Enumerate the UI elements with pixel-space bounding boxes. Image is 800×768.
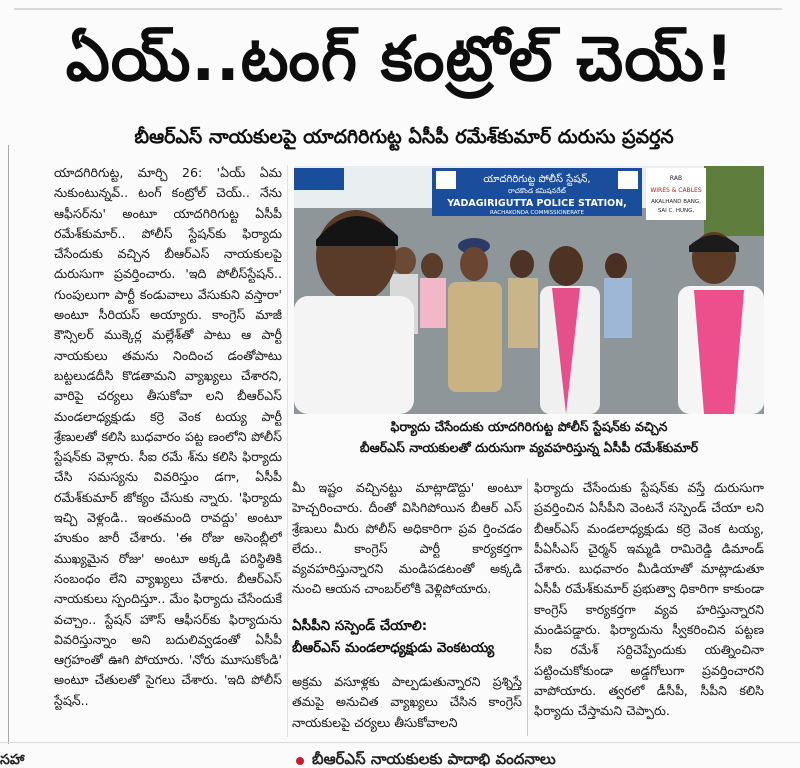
article-paragraph: అక్రమ వసూళ్లకు పాల్పడుతున్నారని ప్రశ్నిస్తే తమపై అనుచిత వ్యాఖ్యలు చేసిన కాంగ్రెస్ నాయకులపై చర్యలు తీసుకోవాలని <box>292 674 522 730</box>
foreground-person <box>294 296 414 414</box>
svg-text:RAB: RAB <box>669 175 683 182</box>
column-divider <box>527 478 528 736</box>
caption-line: ఫిర్యాదు చేసేందుకు యాదగిరిగుట్ట పోలీస్ స్టేషన్‌కు వచ్చిన <box>390 419 668 434</box>
subheadline: బీఆర్ఎస్ నాయకులపై యాదగిరిగుట్ట ఏసీపీ రమేశ్‌కుమార్ దురుసు ప్రవర్తన <box>134 125 674 148</box>
article-column-3 <box>534 478 764 736</box>
section-heading-line: బీఆర్ఎస్ మండలాధ్యక్షుడు వెంకటయ్య <box>292 640 495 656</box>
section-heading-line: ఏసీపీని సస్పెండ్ చేయాలి: <box>292 618 428 634</box>
column-divider <box>287 165 288 737</box>
photo-caption <box>294 416 764 466</box>
svg-text:SAI C. HUNG,: SAI C. HUNG, <box>657 208 695 214</box>
left-margin-rule <box>8 145 9 744</box>
sign-telugu-subtext: రాచకొండ కమిషనరేట్ <box>508 187 566 195</box>
article-paragraph: ఫిర్యాదు చేసేందుకు స్టేషన్‌కు వస్తే దురుసుగా ప్రవర్తించిన ఏసీపీని వెంటనే సస్పెండ్ చేయా లని బీఆర్ఎస్ మండలాధ్యక్షుడు కర్రె వెంక టయ్య, పీఏసీఎస్ చైర్మన్ ఇమ్మడి రామిరెడ్డి డిమాండ్ చేశారు. బుధవారం మీడియాతో మాట్లాడుతూ ఏసీపీ రమేశ్‌కుమార్ ప్రభుత్వా ధికారిగా కాకుండా కాంగ్రెస్ కార్యకర్తగా వ్యవ హరిస్తున్నారని మండిపడ్డారు. ఫిర్యాదును స్వీకరించిన పట్టణ సీఐ రమేశ్ సర్దిచెప్పేందుకు యత్నించినా పట్టించుకోకుండా అడ్డగోలుగా ప్రవర్తించారని వాపోయారు. త్వరలో డీసీపీ, సీపీని కలిసి ఫిర్యాదు చేస్తామని చెప్పారు. <box>534 480 764 719</box>
svg-text:WIRES & CABLES: WIRES & CABLES <box>650 187 702 194</box>
sign-telugu-text: యాదగిరిగుట్ట పోలీస్ స్టేషన్, <box>483 174 591 185</box>
section-heading <box>292 615 522 667</box>
photo-illustration <box>294 166 764 414</box>
article-column-2-continued <box>292 672 522 738</box>
caption-line: బీఆర్ఎస్ నాయకులతో దురుసుగా వ్యవహరిస్తున్న ఏసీపీ రమేశ్‌కుమార్ <box>359 440 699 455</box>
police-officer <box>448 282 502 392</box>
sign-english-text: YADAGIRIGUTTA POLICE STATION, <box>447 198 627 209</box>
article-paragraph: యాదగిరిగుట్ట, మార్చి 26: 'ఏయ్ ఏమ నుకుంటున్నవ్.. టంగ్ కంట్రోల్ చెయ్.. నేను ఆఫీసర్‌ను' అంటూ యాదగిరిగుట్ట ఏసీపీ రమేశ్‌కుమార్.. పోలీస్ స్టేషన్‌కు ఫిర్యాదు చేసేందుకు వచ్చిన బీఆర్ఎస్ నాయకులపై దురుసుగా ప్రవర్తించారు. 'ఇది పోలీస్‌స్టేషన్.. గుంపులుగా పార్టీ కండువాలు వేసుకుని వస్తారా' అంటూ సీరియస్ అయ్యారు. కాంగ్రెస్ మాజీ కౌన్సిలర్ ముక్కెర్ల మల్లేశ్‌తో పాటు ఆ పార్టీ నాయకులు తమను నిందించ డంతోపాటు బట్టలుడదీసి కొడతామని వ్యాఖ్యలు చేశారని, వారిపై చర్యలు తీసుకోవా లని బీఆర్ఎస్ మండలాధ్యక్షుడు కర్రె వెంక టయ్య పార్టీ శ్రేణులతో కలిసి బుధవారం పట్ట ణంలోని పోలీస్ స్టేషన్‌కు వెళ్లారు. సీఐ రమే శ్‌ను కలిసి ఫిర్యాదు చేసి సమస్యను వివరిస్తుం డగా, ఏసీపీ రమేశ్‌కుమార్ జోక్యం చేసుకు న్నారు. 'ఫిర్యాదు ఇచ్చి వెళ్లండి.. ఇంతమంది రావద్దు' అంటూ హుకుం జారీ చేశారు. 'ఈ రోజు అసెంబ్లీలో ముఖ్యమైన రోజు' అంటూ అక్కడి పరిస్థితికి సంబంధం లేని వ్యాఖ్యలు చేశారు. బీఆర్ఎస్ నాయకులు స్పందిస్తూ.. మేం ఫిర్యాదు చేసేందుకే వచ్చాం.. స్టేషన్ హౌస్ ఆఫీసర్‌కు ఫిర్యాదును వివరిస్తున్నాం అని బదులివ్వడంతో ఏసీపీ ఆగ్రహంతో ఊగి పోయారు. 'నోరు మూసుకోండి' అంటూ చేతులతో సైగలు చేశారు. 'ఇది పోలీస్ స్టేషన్.. <box>54 165 282 708</box>
sign-english-subtext: RACHAKONDA COMMISSIONERATE <box>490 210 584 216</box>
next-article-headline-fragment: బీఆర్ఎస్ నాయకులకు పాదాభి వందనాలు <box>312 750 556 768</box>
article-column-2 <box>292 478 522 604</box>
next-article-fragment: సహా <box>0 752 25 768</box>
news-photo <box>294 166 764 414</box>
top-rule <box>14 8 782 10</box>
headline: ఏయ్..టంగ్ కంట్రోల్ చెయ్! <box>65 22 735 95</box>
bottom-rule <box>0 742 800 743</box>
article-paragraph: మీ ఇష్టం వచ్చినట్టు మాట్లాడొద్దు' అంటూ హెచ్చరించారు. దీంతో విసిగిపోయిన బీఆర్ ఎస్ శ్రేణులు మీరు పోలీస్ అధికారిగా ప్రవ ర్తించడం లేదు.. కాంగ్రెస్ పార్టీ కార్యకర్తగా వ్యవహరిస్తున్నారని మండిపడటంతో అక్కడి నుంచి ఆయన చాంబర్‌లోకి వెళ్లిపోయారు. <box>292 480 522 597</box>
svg-text:AKALHAND BANG,: AKALHAND BANG, <box>651 199 701 205</box>
article-column-1 <box>54 163 282 735</box>
red-bullet-icon <box>296 757 304 765</box>
